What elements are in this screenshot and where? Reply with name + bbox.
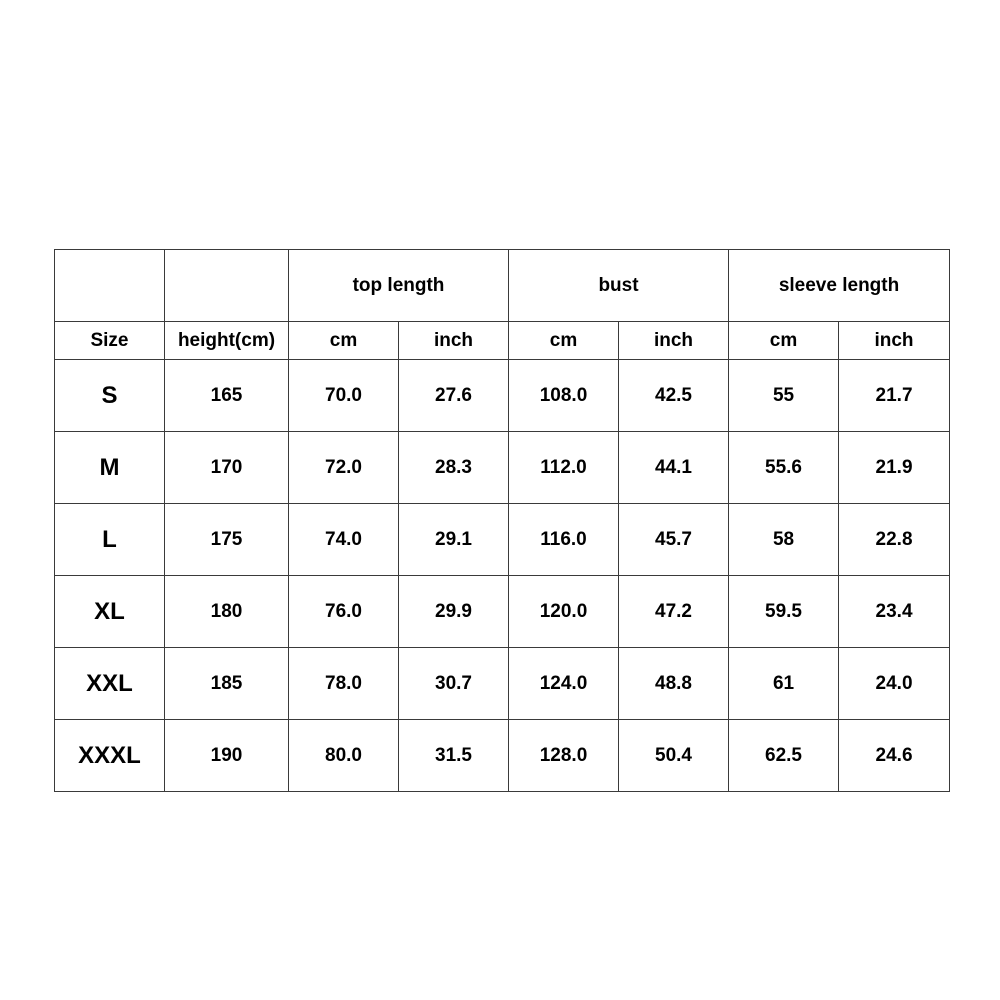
table-cell: 28.3 — [399, 432, 509, 504]
column-header: height(cm) — [165, 322, 289, 360]
table-cell: 62.5 — [729, 720, 839, 792]
table-cell: 190 — [165, 720, 289, 792]
header-sleeve-length: sleeve length — [729, 250, 950, 322]
table-cell: 59.5 — [729, 576, 839, 648]
table-sub-header-row — [55, 322, 950, 360]
column-header: inch — [619, 322, 729, 360]
table-cell: 24.6 — [839, 720, 950, 792]
table-cell: 80.0 — [289, 720, 399, 792]
table-cell: 24.0 — [839, 648, 950, 720]
size-cell: XXXL — [55, 720, 165, 792]
table-cell: 74.0 — [289, 504, 399, 576]
size-chart-table — [54, 249, 950, 792]
table-cell: 23.4 — [839, 576, 950, 648]
table-cell: 128.0 — [509, 720, 619, 792]
table-cell: 31.5 — [399, 720, 509, 792]
column-header: cm — [509, 322, 619, 360]
table-cell: 165 — [165, 360, 289, 432]
table-row — [55, 360, 950, 432]
table-cell: 108.0 — [509, 360, 619, 432]
column-header: Size — [55, 322, 165, 360]
table-cell: 22.8 — [839, 504, 950, 576]
table-group-header-row — [55, 250, 950, 322]
table-cell: 120.0 — [509, 576, 619, 648]
table-cell: 180 — [165, 576, 289, 648]
header-bust: bust — [509, 250, 729, 322]
table-cell: 78.0 — [289, 648, 399, 720]
header-blank-size — [55, 250, 165, 322]
size-cell: S — [55, 360, 165, 432]
size-cell: M — [55, 432, 165, 504]
header-top-length: top length — [289, 250, 509, 322]
column-header: cm — [289, 322, 399, 360]
table-cell: 175 — [165, 504, 289, 576]
table-cell: 29.1 — [399, 504, 509, 576]
table-row — [55, 720, 950, 792]
column-header: cm — [729, 322, 839, 360]
table-cell: 70.0 — [289, 360, 399, 432]
table-row — [55, 432, 950, 504]
table-cell: 29.9 — [399, 576, 509, 648]
table-cell: 50.4 — [619, 720, 729, 792]
column-header: inch — [839, 322, 950, 360]
table-cell: 124.0 — [509, 648, 619, 720]
table-cell: 116.0 — [509, 504, 619, 576]
table-cell: 47.2 — [619, 576, 729, 648]
table-row — [55, 648, 950, 720]
table-cell: 27.6 — [399, 360, 509, 432]
size-cell: XL — [55, 576, 165, 648]
table-cell: 170 — [165, 432, 289, 504]
table-cell: 21.7 — [839, 360, 950, 432]
size-cell: XXL — [55, 648, 165, 720]
table-cell: 61 — [729, 648, 839, 720]
table-cell: 185 — [165, 648, 289, 720]
table-cell: 58 — [729, 504, 839, 576]
table-cell: 55 — [729, 360, 839, 432]
table-cell: 112.0 — [509, 432, 619, 504]
table-cell: 42.5 — [619, 360, 729, 432]
table-cell: 30.7 — [399, 648, 509, 720]
table-cell: 76.0 — [289, 576, 399, 648]
table-row — [55, 576, 950, 648]
column-header: inch — [399, 322, 509, 360]
table-cell: 21.9 — [839, 432, 950, 504]
table-cell: 72.0 — [289, 432, 399, 504]
table-cell: 48.8 — [619, 648, 729, 720]
size-cell: L — [55, 504, 165, 576]
table-cell: 45.7 — [619, 504, 729, 576]
table-cell: 55.6 — [729, 432, 839, 504]
table-cell: 44.1 — [619, 432, 729, 504]
table-row — [55, 504, 950, 576]
header-blank-height — [165, 250, 289, 322]
